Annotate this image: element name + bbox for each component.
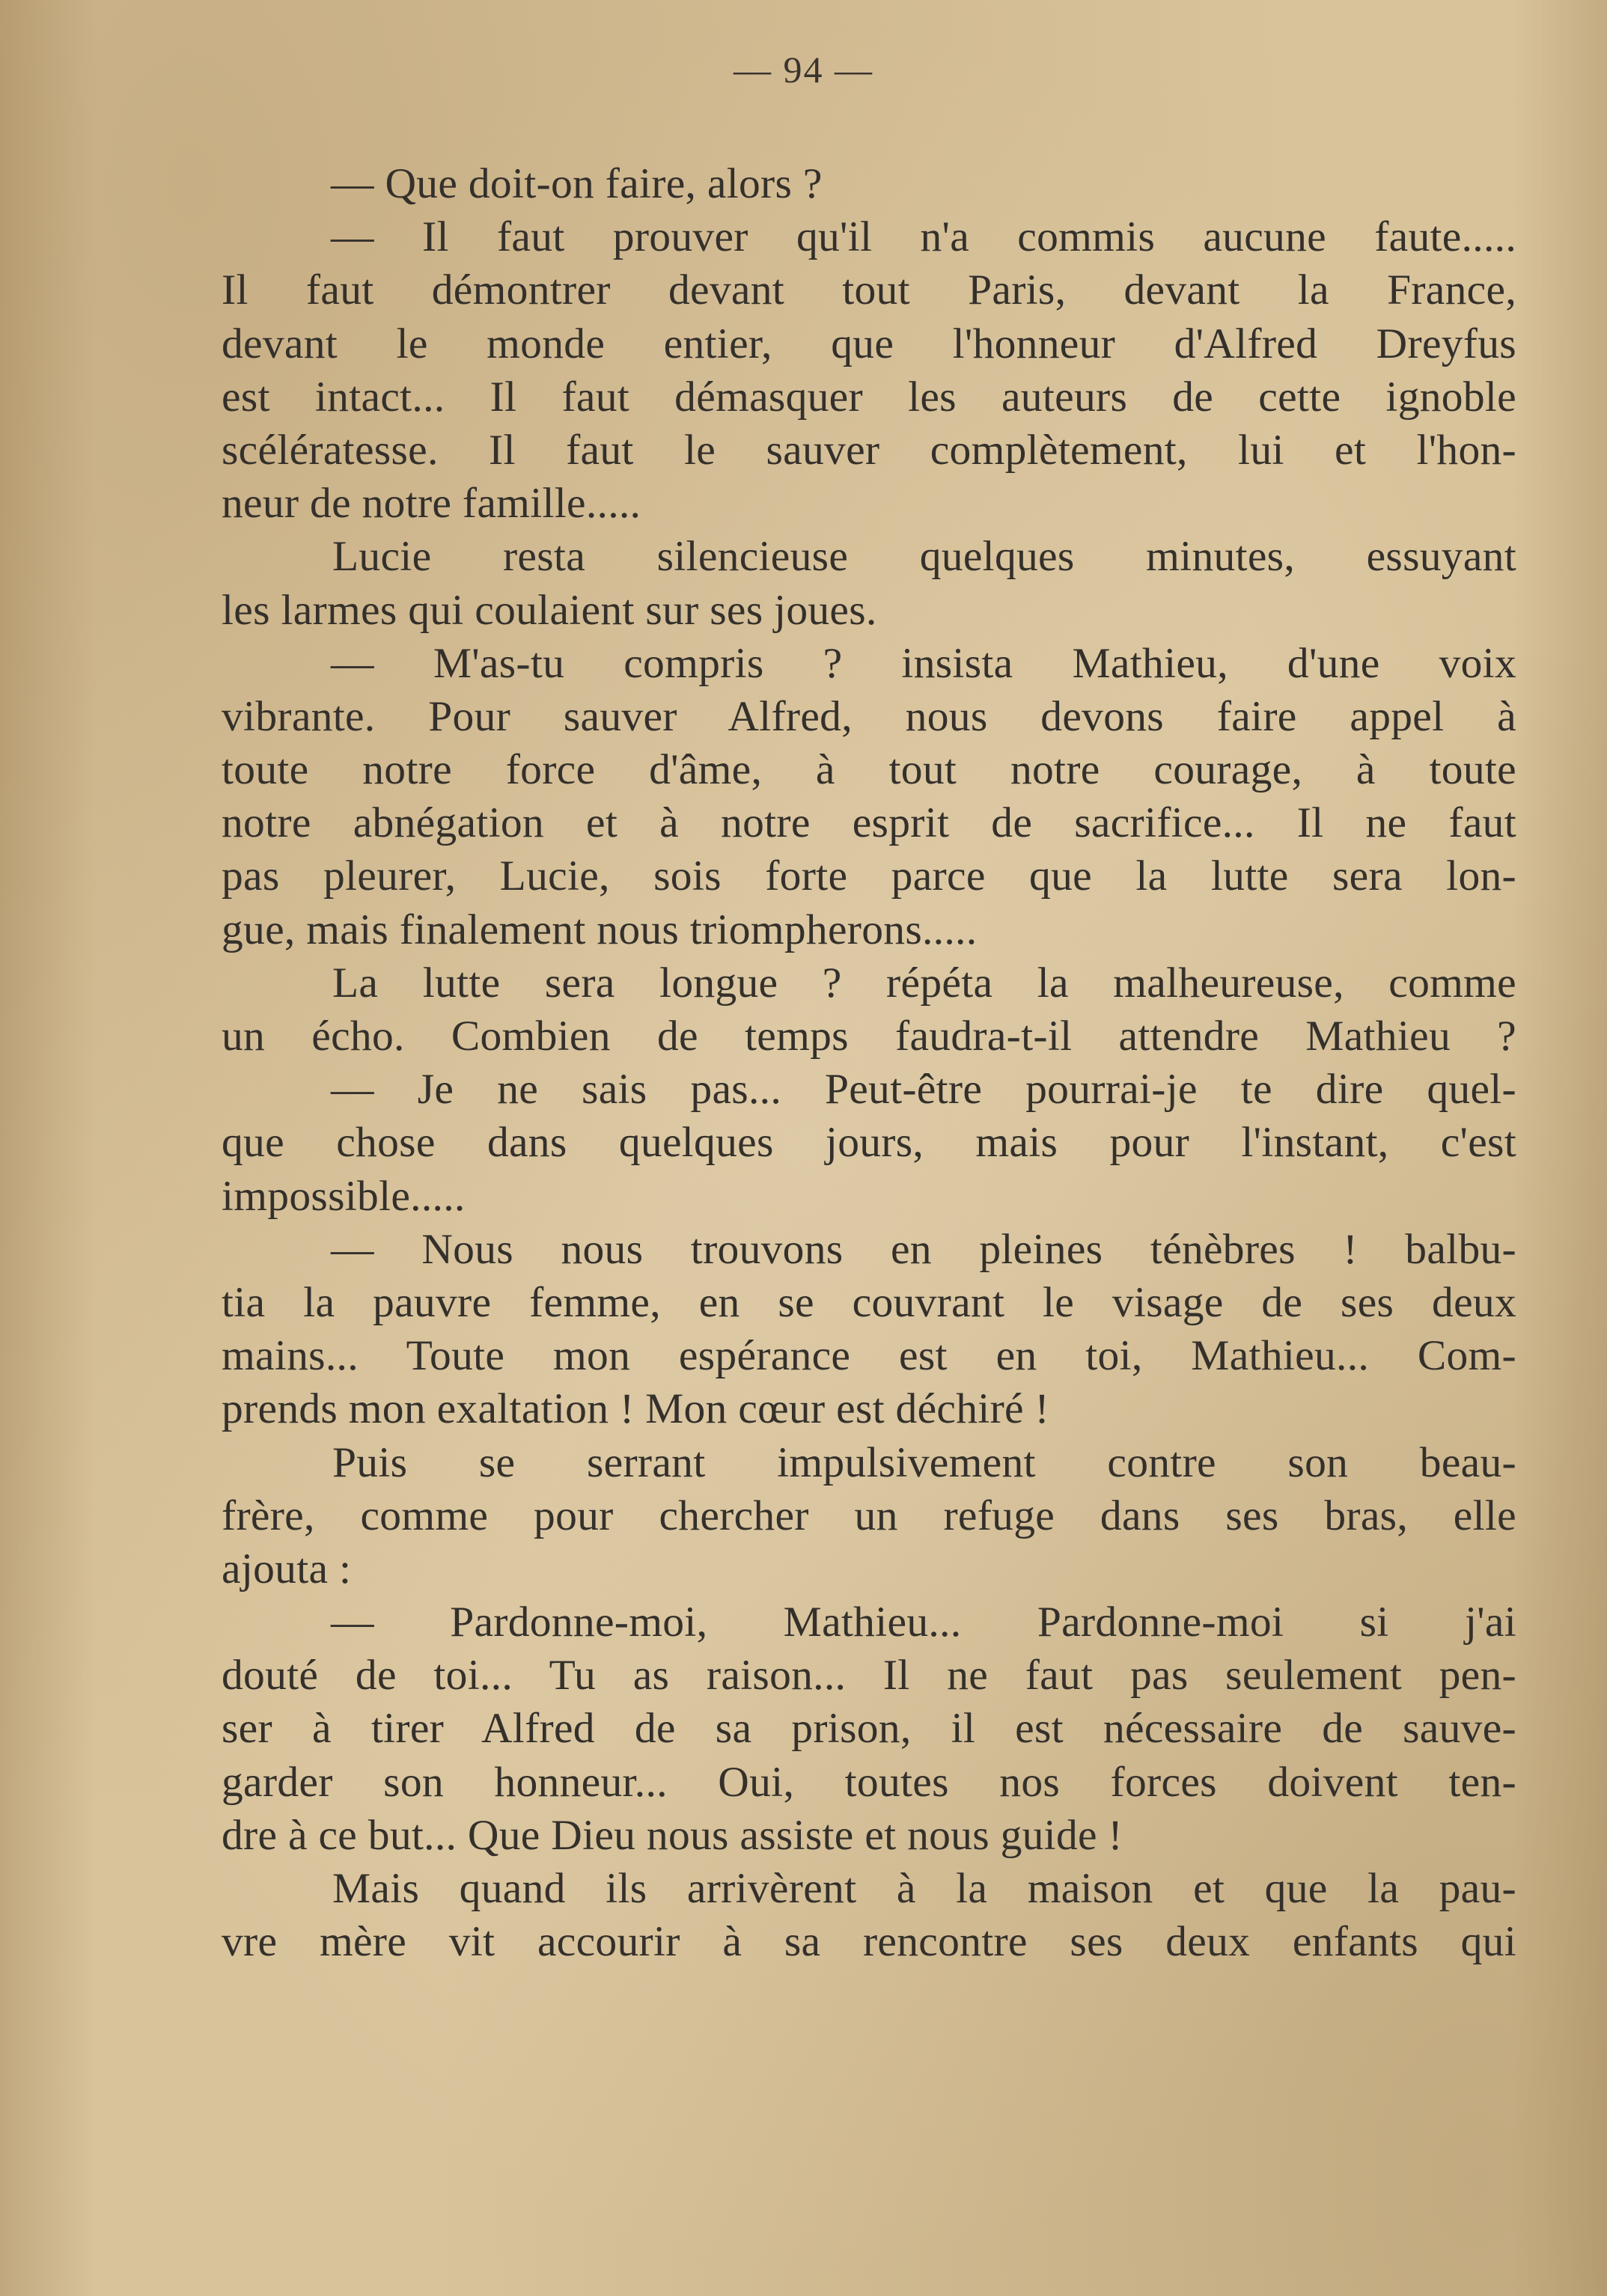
- text-line: devant le monde entier, que l'honneur d'Alfred Dreyfus: [222, 320, 1516, 367]
- text-line: scélératesse. Il faut le sauver complètement, lui et l'hon-: [222, 426, 1516, 474]
- text-line: les larmes qui coulaient sur ses joues.: [222, 586, 877, 634]
- text-line: Mais quand ils arrivèrent à la maison et que la pau-: [332, 1865, 1516, 1912]
- text-line: — M'as-tu compris ? insista Mathieu, d'une voix: [331, 639, 1516, 687]
- text-line: dre à ce but... Que Dieu nous assiste et nous guide !: [222, 1811, 1123, 1859]
- text-line: ajouta :: [222, 1545, 352, 1593]
- text-line: Puis se serrant impulsivement contre son beau-: [332, 1438, 1516, 1486]
- text-line: — Pardonne-moi, Mathieu... Pardonne-moi si j'ai: [331, 1599, 1516, 1646]
- text-line: toute notre force d'âme, à tout notre courage, à toute: [222, 746, 1516, 794]
- text-line: vre mère vit accourir à sa rencontre ses deux enfants qui: [222, 1918, 1516, 1966]
- text-line: tia la pauvre femme, en se couvrant le visage de ses deux: [222, 1278, 1516, 1326]
- text-line: impossible.....: [222, 1172, 466, 1220]
- text-line: Lucie resta silencieuse quelques minutes, essuyant: [332, 533, 1516, 581]
- text-line: gue, mais finalement nous triompherons.....: [222, 906, 978, 953]
- text-line: — Nous nous trouvons en pleines ténèbres ! balbu-: [331, 1225, 1516, 1273]
- text-line: ser à tirer Alfred de sa prison, il est nécessaire de sauve-: [222, 1705, 1516, 1753]
- text-line: prends mon exaltation ! Mon cœur est déchiré !: [222, 1385, 1049, 1433]
- text-line: que chose dans quelques jours, mais pour l'instant, c'est: [222, 1119, 1516, 1167]
- text-line: un écho. Combien de temps faudra-t-il attendre Mathieu ?: [222, 1013, 1516, 1060]
- text-line: est intact... Il faut démasquer les auteurs de cette ignoble: [222, 373, 1516, 421]
- text-line: Il faut démontrer devant tout Paris, devant la France,: [222, 266, 1516, 314]
- page-number: — 94 —: [734, 49, 873, 91]
- text-line: neur de notre famille.....: [222, 480, 641, 528]
- body-text: [222, 157, 1516, 1968]
- text-line: vibrante. Pour sauver Alfred, nous devons faire appel à: [222, 692, 1516, 740]
- text-line: — Il faut prouver qu'il n'a commis aucune faute.....: [331, 213, 1516, 261]
- text-line: La lutte sera longue ? répéta la malheureuse, comme: [332, 959, 1516, 1007]
- text-line: — Que doit-on faire, alors ?: [331, 160, 823, 207]
- text-line: notre abnégation et à notre esprit de sacrifice... Il ne faut: [222, 799, 1516, 847]
- text-line: — Je ne sais pas... Peut-être pourrai-je te dire quel-: [331, 1066, 1516, 1114]
- text-line: frère, comme pour chercher un refuge dans ses bras, elle: [222, 1492, 1516, 1539]
- text-line: douté de toi... Tu as raison... Il ne faut pas seulement pen-: [222, 1652, 1516, 1700]
- text-line: mains... Toute mon espérance est en toi, Mathieu... Com-: [222, 1332, 1516, 1380]
- text-line: pas pleurer, Lucie, sois forte parce que la lutte sera lon-: [222, 852, 1516, 900]
- text-line: garder son honneur... Oui, toutes nos forces doivent ten-: [222, 1758, 1516, 1806]
